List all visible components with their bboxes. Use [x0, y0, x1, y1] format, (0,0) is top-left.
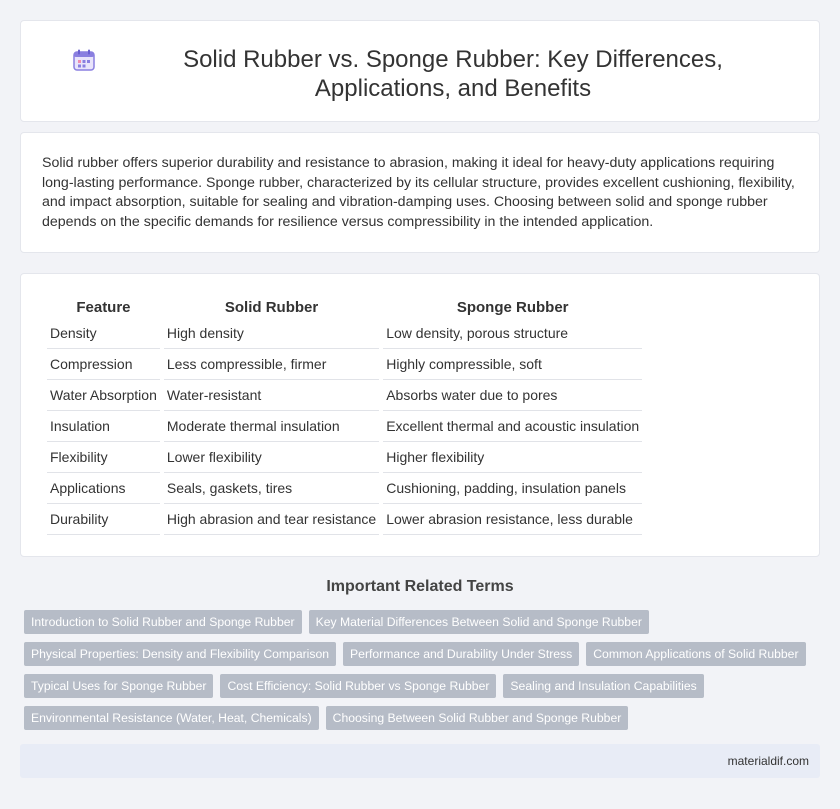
tag-link[interactable]: Choosing Between Solid Rubber and Sponge Rubber — [326, 706, 629, 730]
table-cell: Highly compressible, soft — [383, 349, 642, 380]
title-row — [21, 21, 819, 103]
tag-row — [24, 610, 824, 634]
table-cell: Seals, gaskets, tires — [164, 473, 379, 504]
footer — [20, 744, 820, 778]
table-cell: Lower abrasion resistance, less durable — [383, 504, 642, 535]
table-cell: High density — [164, 318, 379, 349]
table-cell: Durability — [47, 504, 160, 535]
tag-link[interactable]: Performance and Durability Under Stress — [343, 642, 579, 666]
table-row — [47, 442, 642, 473]
table-cell: Cushioning, padding, insulation panels — [383, 473, 642, 504]
calendar-icon — [71, 47, 97, 73]
table-cell: Low density, porous structure — [383, 318, 642, 349]
table-cell: Water-resistant — [164, 380, 379, 411]
tag-link[interactable]: Physical Properties: Density and Flexibility Comparison — [24, 642, 336, 666]
column-header-solid-rubber: Solid Rubber — [224, 298, 319, 316]
tag-row — [24, 674, 824, 698]
tag-link[interactable]: Sealing and Insulation Capabilities — [503, 674, 703, 698]
related-terms-tags — [24, 610, 824, 738]
table-cell: Flexibility — [47, 442, 160, 473]
table-cell: High abrasion and tear resistance — [164, 504, 379, 535]
tag-link[interactable]: Environmental Resistance (Water, Heat, Chemicals) — [24, 706, 319, 730]
table-cell: Density — [47, 318, 160, 349]
tag-row — [24, 642, 824, 666]
table-cell: Higher flexibility — [383, 442, 642, 473]
column-header-feature: Feature — [76, 298, 131, 316]
tag-link[interactable]: Cost Efficiency: Solid Rubber vs Sponge Rubber — [220, 674, 496, 698]
table-cell: Compression — [47, 349, 160, 380]
column-header-sponge-rubber: Sponge Rubber — [456, 298, 569, 316]
comparison-table — [43, 296, 646, 535]
table-cell: Moderate thermal insulation — [164, 411, 379, 442]
intro-card — [20, 132, 820, 253]
table-row — [47, 349, 642, 380]
comparison-table-card — [20, 273, 820, 557]
page-title: Solid Rubber vs. Sponge Rubber: Key Differences, Applications, and Benefits — [183, 46, 723, 102]
tag-link[interactable]: Typical Uses for Sponge Rubber — [24, 674, 213, 698]
footer-site-name[interactable]: materialdif.com — [727, 754, 809, 768]
tag-link[interactable]: Key Material Differences Between Solid and Sponge Rubber — [309, 610, 649, 634]
tag-link[interactable]: Common Applications of Solid Rubber — [586, 642, 805, 666]
table-header-row — [47, 296, 642, 318]
table-cell: Absorbs water due to pores — [383, 380, 642, 411]
table-cell: Lower flexibility — [164, 442, 379, 473]
related-terms-title: Important Related Terms — [326, 578, 514, 595]
tag-link[interactable]: Introduction to Solid Rubber and Sponge Rubber — [24, 610, 302, 634]
table-cell: Applications — [47, 473, 160, 504]
table-cell: Less compressible, firmer — [164, 349, 379, 380]
table-cell: Excellent thermal and acoustic insulation — [383, 411, 642, 442]
table-row — [47, 411, 642, 442]
header-card — [20, 20, 820, 122]
table-cell: Insulation — [47, 411, 160, 442]
table-row — [47, 504, 642, 535]
table-cell: Water Absorption — [47, 380, 160, 411]
tag-row — [24, 706, 824, 730]
table-row — [47, 318, 642, 349]
table-row — [47, 380, 642, 411]
intro-paragraph: Solid rubber offers superior durability and resistance to abrasion, making it ideal for heavy-duty applications requiring long-lasting performance. Sponge rubber, characterized by its cellular structure, provides excellent cushioning, flexibility, and impact absorption, suitable for sealing and vibration-damping uses. Choosing between solid and sponge rubber depends on the specific demands for resilience versus compressibility in the intended application. — [42, 155, 795, 230]
table-row — [47, 473, 642, 504]
